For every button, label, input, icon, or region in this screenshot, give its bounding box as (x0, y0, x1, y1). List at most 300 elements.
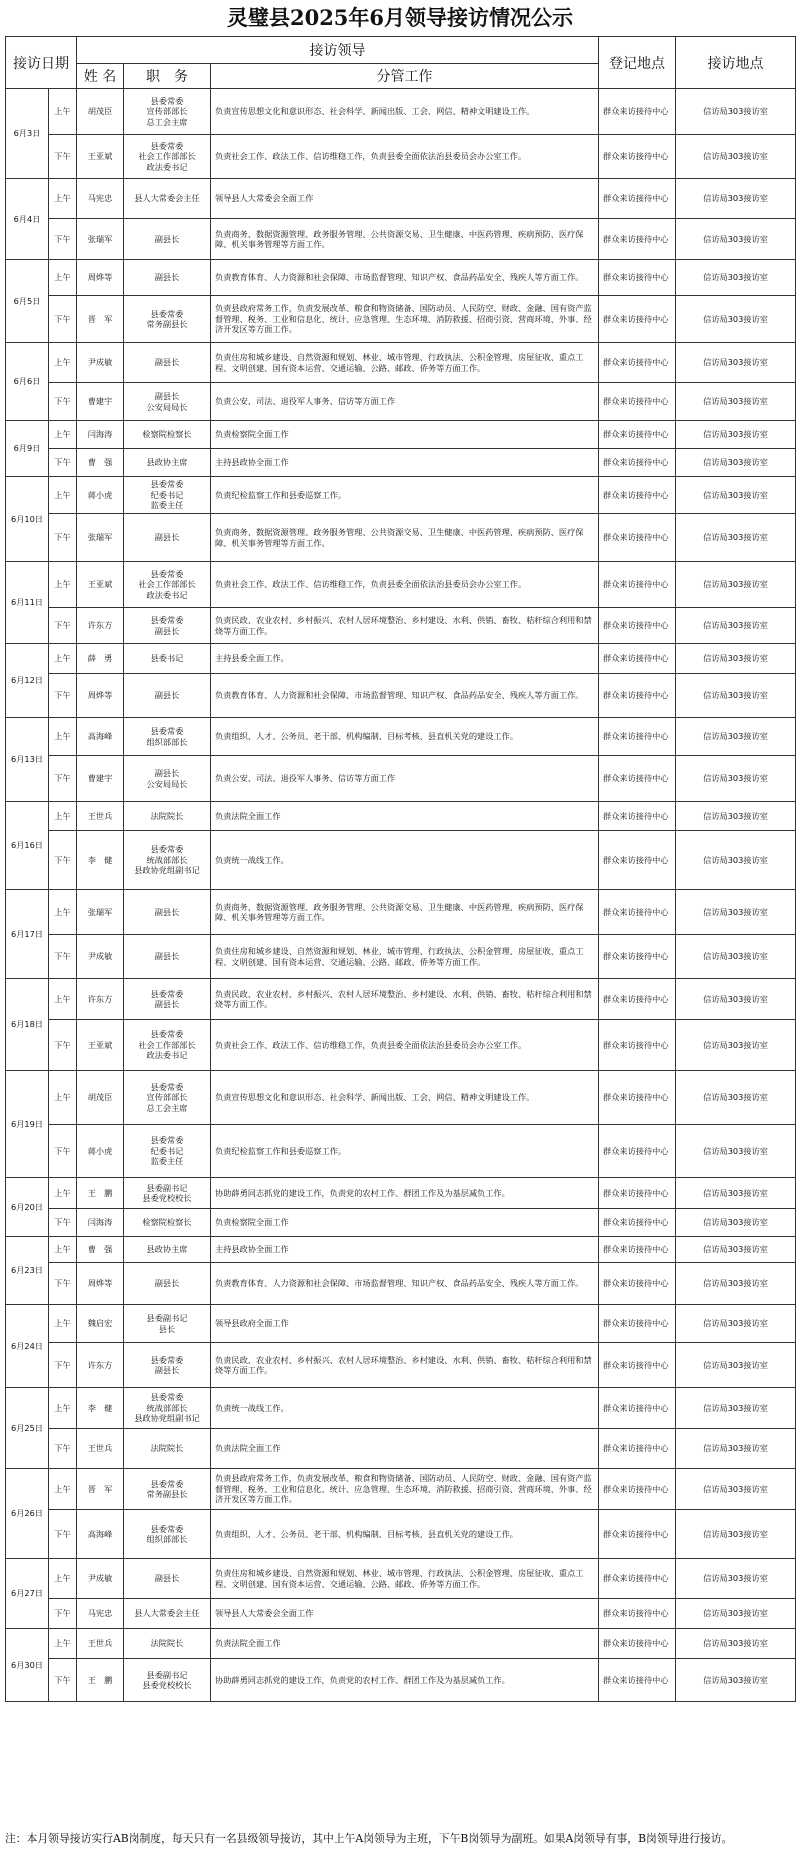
position-line: 县委常委 (150, 95, 184, 106)
table-row (6, 802, 796, 831)
register-place: 群众来访接待中心 (599, 1125, 676, 1178)
duty-description: 负责民政、农业农村、乡村振兴、农村人居环境整治、乡村建设、水利、供销、畜牧、秸秆综合利用和禁烧等方面工作。 (211, 979, 599, 1020)
position-line: 政法委书记 (146, 161, 188, 172)
position-line: 统战部部长 (146, 1402, 188, 1413)
reception-place: 信访局303接访室 (676, 935, 796, 979)
table-row (6, 1125, 796, 1178)
register-place: 群众来访接待中心 (599, 718, 676, 756)
leader-name: 王世兵 (77, 1429, 124, 1469)
table-row (6, 756, 796, 802)
position-line: 副县长 (154, 532, 180, 543)
register-place: 群众来访接待中心 (599, 219, 676, 260)
reception-place: 信访局303接访室 (676, 89, 796, 135)
page-title: 灵璧县2025年6月领导接访情况公示 (226, 5, 574, 30)
duty-description: 负责公安、司法、退役军人事务、信访等方面工作 (211, 756, 599, 802)
half-day-cell: 下午 (49, 831, 77, 890)
date-cell: 6月30日 (6, 1629, 49, 1702)
duty-description: 负责商务、数据资源管理、政务服务管理、公共资源交易、卫生健康、中医药管理、疾病预防、医疗保障、机关事务管理等方面工作。 (211, 514, 599, 562)
leader-name: 曹建宇 (77, 383, 124, 421)
position-line: 总工会主席 (146, 116, 188, 127)
leader-position (124, 477, 211, 514)
position-line: 县委常委 (150, 615, 184, 625)
half-day-cell: 下午 (49, 135, 77, 179)
date-cell: 6月20日 (6, 1178, 49, 1237)
reception-place: 信访局303接访室 (676, 1388, 796, 1429)
position-line: 县政协党组副书记 (134, 1413, 200, 1424)
half-day-cell: 下午 (49, 1343, 77, 1388)
register-place: 群众来访接待中心 (599, 449, 676, 477)
table-row (6, 608, 796, 644)
reception-place: 信访局303接访室 (676, 1629, 796, 1659)
register-place: 群众来访接待中心 (599, 1510, 676, 1559)
leader-position (124, 1343, 211, 1388)
half-day-cell: 上午 (49, 890, 77, 935)
register-place: 群众来访接待中心 (599, 1343, 676, 1388)
leader-name: 高海峰 (77, 1510, 124, 1559)
leader-position (124, 608, 211, 644)
duty-description: 负责统一战线工作。 (211, 1388, 599, 1429)
position-line: 副县长 (154, 625, 180, 636)
reception-place: 信访局303接访室 (676, 562, 796, 608)
leader-position (124, 1178, 211, 1209)
position-line: 政法委书记 (146, 1050, 188, 1061)
position-line: 副县长 (154, 1278, 180, 1289)
register-place: 群众来访接待中心 (599, 674, 676, 718)
register-place: 群众来访接待中心 (599, 1429, 676, 1469)
table-row (6, 644, 796, 674)
half-day-cell: 上午 (49, 1559, 77, 1599)
header-position: 职 务 (124, 64, 211, 89)
footnote: 注：本月领导接访实行AB岗制度，每天只有一名县级领导接访，其中上午A岗领导为主班，下午B岗领导为副班。如果A岗领导有事，B岗领导进行接访。 (5, 1832, 733, 1845)
reception-place: 信访局303接访室 (676, 343, 796, 383)
half-day-cell: 上午 (49, 477, 77, 514)
date-cell: 6月24日 (6, 1305, 49, 1388)
register-place: 群众来访接待中心 (599, 421, 676, 449)
half-day-cell: 上午 (49, 562, 77, 608)
reception-place: 信访局303接访室 (676, 1599, 796, 1629)
position-line: 县人大常委会主任 (134, 193, 200, 204)
leader-name: 王 鹏 (77, 1178, 124, 1209)
date-cell: 6月10日 (6, 477, 49, 562)
table-row (6, 135, 796, 179)
half-day-cell: 下午 (49, 674, 77, 718)
leader-name: 曹 强 (77, 449, 124, 477)
duty-description: 负责商务、数据资源管理、政务服务管理、公共资源交易、卫生健康、中医药管理、疾病预防、医疗保障、机关事务管理等方面工作。 (211, 890, 599, 935)
duty-description: 负责组织、人才、公务员、老干部、机构编制、目标考核、县直机关党的建设工作。 (211, 1510, 599, 1559)
table-row (6, 1429, 796, 1469)
position-line: 公安局局长 (146, 401, 188, 412)
reception-place: 信访局303接访室 (676, 296, 796, 343)
duty-description: 负责教育体育、人力资源和社会保障、市场监督管理、知识产权、食品药品安全、残疾人等方面工作。 (211, 260, 599, 296)
reception-place: 信访局303接访室 (676, 1659, 796, 1702)
date-cell: 6月25日 (6, 1388, 49, 1469)
half-day-cell: 上午 (49, 644, 77, 674)
half-day-cell: 下午 (49, 1263, 77, 1305)
register-place: 群众来访接待中心 (599, 1209, 676, 1237)
position-line: 政法委书记 (146, 589, 188, 600)
leader-name: 王亚斌 (77, 562, 124, 608)
reception-place: 信访局303接访室 (676, 514, 796, 562)
header-duty: 分管工作 (211, 64, 599, 89)
duty-description: 负责县政府常务工作，负责发展改革、粮食和物资储备、国防动员、人民防空、财政、金融、国有资产监督管理、税务、工业和信息化、统计、应急管理、生态环境、消防救援、招商引资、营商环境、外事、经济开发区等方面工作。 (211, 1469, 599, 1510)
leader-position (124, 449, 211, 477)
leader-name: 晋 军 (77, 296, 124, 343)
table-row (6, 1510, 796, 1559)
position-line: 副县长 (154, 1365, 180, 1375)
table-row (6, 1209, 796, 1237)
leader-name: 周烨等 (77, 260, 124, 296)
duty-description: 负责社会工作、政法工作、信访维稳工作，负责县委全面依法治县委员会办公室工作。 (211, 562, 599, 608)
position-line: 县委常委 (150, 308, 184, 319)
register-place: 群众来访接待中心 (599, 831, 676, 890)
duty-description: 主持县政协全面工作 (211, 449, 599, 477)
table-row (6, 1559, 796, 1599)
date-cell: 6月3日 (6, 89, 49, 179)
leader-name: 许东方 (77, 608, 124, 644)
half-day-cell: 下午 (49, 1209, 77, 1237)
half-day-cell: 上午 (49, 802, 77, 831)
duty-description: 协助薛勇同志抓党的建设工作，负责党的农村工作、群团工作及为基层减负工作。 (211, 1659, 599, 1702)
position-line: 副县长 (154, 1573, 180, 1584)
position-line: 县委书记 (150, 653, 184, 664)
table-row (6, 1178, 796, 1209)
reception-place: 信访局303接访室 (676, 1559, 796, 1599)
table-row (6, 89, 796, 135)
leader-name: 王亚斌 (77, 1020, 124, 1071)
table-row (6, 831, 796, 890)
register-place: 群众来访接待中心 (599, 1178, 676, 1209)
leader-name: 王世兵 (77, 802, 124, 831)
duty-description: 负责统一战线工作。 (211, 831, 599, 890)
leader-name: 马宪忠 (77, 1599, 124, 1629)
reception-place: 信访局303接访室 (676, 831, 796, 890)
date-cell: 6月27日 (6, 1559, 49, 1629)
date-cell: 6月9日 (6, 421, 49, 477)
duty-description: 负责教育体育、人力资源和社会保障、市场监督管理、知识产权、食品药品安全、残疾人等方面工作。 (211, 1263, 599, 1305)
reception-place: 信访局303接访室 (676, 477, 796, 514)
leader-name: 晋 军 (77, 1469, 124, 1510)
reception-place: 信访局303接访室 (676, 1125, 796, 1178)
leader-position (124, 1629, 211, 1659)
half-day-cell: 上午 (49, 1305, 77, 1343)
table-row (6, 1305, 796, 1343)
register-place: 群众来访接待中心 (599, 1629, 676, 1659)
leader-position (124, 421, 211, 449)
position-line: 监委主任 (150, 500, 184, 511)
duty-description: 领导县政府全面工作 (211, 1305, 599, 1343)
duty-description: 负责公安、司法、退役军人事务、信访等方面工作 (211, 383, 599, 421)
table-row (6, 1469, 796, 1510)
reception-place: 信访局303接访室 (676, 1429, 796, 1469)
register-place: 群众来访接待中心 (599, 260, 676, 296)
leader-name: 薛 勇 (77, 644, 124, 674)
leader-name: 张瑞军 (77, 219, 124, 260)
reception-place: 信访局303接访室 (676, 1071, 796, 1125)
table-row (6, 979, 796, 1020)
leader-name: 王亚斌 (77, 135, 124, 179)
table-row (6, 1599, 796, 1629)
leader-name: 尹成敏 (77, 935, 124, 979)
duty-description: 负责住房和城乡建设、自然资源和规划、林业、城市管理、行政执法、公积金管理、房屋征收、重点工程、文明创建、国有资本运营、交通运输、公路、邮政、侨务等方面工作。 (211, 935, 599, 979)
register-place: 群众来访接待中心 (599, 477, 676, 514)
table-row (6, 343, 796, 383)
reception-place: 信访局303接访室 (676, 421, 796, 449)
position-line: 副县长 (154, 690, 180, 701)
position-line: 纪委书记 (150, 489, 184, 500)
half-day-cell: 下午 (49, 383, 77, 421)
position-line: 县政协党组副书记 (134, 865, 200, 876)
duty-description: 负责法院全面工作 (211, 1429, 599, 1469)
position-line: 县委常委 (150, 479, 184, 490)
leader-position (124, 756, 211, 802)
half-day-cell: 下午 (49, 514, 77, 562)
table-row (6, 674, 796, 718)
position-line: 常务副县长 (146, 319, 188, 329)
leader-name: 许东方 (77, 979, 124, 1020)
leader-position (124, 802, 211, 831)
half-day-cell: 下午 (49, 296, 77, 343)
half-day-cell: 上午 (49, 179, 77, 219)
date-cell: 6月12日 (6, 644, 49, 718)
position-line: 县委常委 (150, 568, 184, 579)
duty-description: 领导县人大常委会全面工作 (211, 179, 599, 219)
leader-position (124, 644, 211, 674)
leader-position (124, 1388, 211, 1429)
reception-place: 信访局303接访室 (676, 1263, 796, 1305)
header-register: 登记地点 (599, 37, 676, 89)
reception-place: 信访局303接访室 (676, 979, 796, 1020)
position-line: 副县长 (154, 272, 180, 283)
reception-place: 信访局303接访室 (676, 1510, 796, 1559)
half-day-cell: 下午 (49, 935, 77, 979)
reception-place: 信访局303接访室 (676, 1237, 796, 1263)
position-line: 县委常委 (150, 140, 184, 151)
date-cell: 6月16日 (6, 802, 49, 890)
leader-position (124, 1510, 211, 1559)
register-place: 群众来访接待中心 (599, 135, 676, 179)
table-row (6, 935, 796, 979)
register-place: 群众来访接待中心 (599, 1388, 676, 1429)
position-line: 县委常委 (150, 1392, 184, 1403)
table-row (6, 1388, 796, 1429)
header-location: 接访地点 (676, 37, 796, 89)
table-row (6, 1659, 796, 1702)
schedule-body (6, 89, 796, 1702)
position-line: 总工会主席 (146, 1102, 188, 1113)
half-day-cell: 下午 (49, 756, 77, 802)
leader-position (124, 514, 211, 562)
leader-name: 许东方 (77, 1343, 124, 1388)
leader-position (124, 674, 211, 718)
duty-description: 负责组织、人才、公务员、老干部、机构编制、目标考核、县直机关党的建设工作。 (211, 718, 599, 756)
reception-place: 信访局303接访室 (676, 1343, 796, 1388)
position-line: 县委常委 (150, 844, 184, 855)
duty-description: 负责纪检监察工作和县委巡察工作。 (211, 1125, 599, 1178)
register-place: 群众来访接待中心 (599, 1071, 676, 1125)
table-row (6, 383, 796, 421)
position-line: 副县长 (154, 906, 180, 917)
table-row (6, 260, 796, 296)
duty-description: 负责商务、数据资源管理、政务服务管理、公共资源交易、卫生健康、中医药管理、疾病预防、医疗保障、机关事务管理等方面工作。 (211, 219, 599, 260)
register-place: 群众来访接待中心 (599, 1559, 676, 1599)
schedule-table (5, 36, 796, 1702)
reception-place: 信访局303接访室 (676, 135, 796, 179)
leader-position (124, 135, 211, 179)
position-line: 县委副书记 (146, 1669, 188, 1680)
leader-position (124, 1429, 211, 1469)
leader-name: 王世兵 (77, 1629, 124, 1659)
leader-position (124, 979, 211, 1020)
table-row (6, 890, 796, 935)
table-row (6, 1343, 796, 1388)
leader-name: 蒋小虎 (77, 1125, 124, 1178)
register-place: 群众来访接待中心 (599, 562, 676, 608)
position-line: 县委常委 (150, 1478, 184, 1489)
leader-position (124, 260, 211, 296)
reception-place: 信访局303接访室 (676, 1178, 796, 1209)
position-line: 县委党校校长 (142, 1193, 192, 1203)
half-day-cell: 下午 (49, 1125, 77, 1178)
position-line: 县委常委 (150, 726, 184, 736)
date-cell: 6月11日 (6, 562, 49, 644)
half-day-cell: 上午 (49, 1178, 77, 1209)
date-cell: 6月26日 (6, 1469, 49, 1559)
half-day-cell: 下午 (49, 1020, 77, 1071)
duty-description: 负责法院全面工作 (211, 1629, 599, 1659)
half-day-cell: 下午 (49, 449, 77, 477)
position-line: 县委党校校长 (142, 1680, 192, 1690)
reception-place: 信访局303接访室 (676, 383, 796, 421)
register-place: 群众来访接待中心 (599, 608, 676, 644)
register-place: 群众来访接待中心 (599, 756, 676, 802)
position-line: 县人大常委会主任 (134, 1608, 200, 1619)
position-line: 宣传部部长 (146, 106, 188, 117)
duty-description: 主持县政协全面工作 (211, 1237, 599, 1263)
position-line: 副县长 (154, 357, 180, 368)
register-place: 群众来访接待中心 (599, 179, 676, 219)
leader-name: 周烨等 (77, 1263, 124, 1305)
leader-position (124, 1209, 211, 1237)
duty-description: 负责社会工作、政法工作、信访维稳工作，负责县委全面依法治县委员会办公室工作。 (211, 135, 599, 179)
reception-place: 信访局303接访室 (676, 179, 796, 219)
leader-name: 尹成敏 (77, 1559, 124, 1599)
date-cell: 6月17日 (6, 890, 49, 979)
position-line: 县委常委 (150, 988, 184, 999)
date-cell: 6月13日 (6, 718, 49, 802)
half-day-cell: 上午 (49, 718, 77, 756)
table-row (6, 1629, 796, 1659)
reception-place: 信访局303接访室 (676, 219, 796, 260)
half-day-cell: 上午 (49, 1071, 77, 1125)
leader-position (124, 1659, 211, 1702)
half-day-cell: 下午 (49, 608, 77, 644)
register-place: 群众来访接待中心 (599, 935, 676, 979)
table-row (6, 1020, 796, 1071)
register-place: 群众来访接待中心 (599, 1020, 676, 1071)
leader-position (124, 296, 211, 343)
date-cell: 6月6日 (6, 343, 49, 421)
position-line: 公安局局长 (146, 778, 188, 789)
reception-place: 信访局303接访室 (676, 756, 796, 802)
reception-place: 信访局303接访室 (676, 1305, 796, 1343)
table-row (6, 477, 796, 514)
register-place: 群众来访接待中心 (599, 1599, 676, 1629)
leader-position (124, 562, 211, 608)
date-cell: 6月4日 (6, 179, 49, 260)
half-day-cell: 上午 (49, 1469, 77, 1510)
leader-position (124, 1263, 211, 1305)
position-line: 县政协主席 (146, 1244, 188, 1255)
position-line: 社会工作部部长 (138, 1039, 196, 1050)
position-line: 社会工作部部长 (138, 579, 196, 590)
half-day-cell: 上午 (49, 1237, 77, 1263)
duty-description: 负责县政府常务工作，负责发展改革、粮食和物资储备、国防动员、人民防空、财政、金融、国有资产监督管理、税务、工业和信息化、统计、应急管理、生态环境、消防救援、招商引资、营商环境、外事、经济开发区等方面工作。 (211, 296, 599, 343)
duty-description: 负责检察院全面工作 (211, 1209, 599, 1237)
reception-place: 信访局303接访室 (676, 608, 796, 644)
reception-place: 信访局303接访室 (676, 1020, 796, 1071)
position-line: 监委主任 (150, 1156, 184, 1167)
position-line: 县委副书记 (146, 1182, 188, 1193)
header-date: 接访日期 (6, 37, 77, 89)
half-day-cell: 上午 (49, 1629, 77, 1659)
duty-description: 负责民政、农业农村、乡村振兴、农村人居环境整治、乡村建设、水利、供销、畜牧、秸秆综合利用和禁烧等方面工作。 (211, 1343, 599, 1388)
register-place: 群众来访接待中心 (599, 1237, 676, 1263)
leader-position (124, 383, 211, 421)
position-line: 组织部部长 (146, 736, 188, 747)
duty-description: 负责法院全面工作 (211, 802, 599, 831)
duty-description: 协助薛勇同志抓党的建设工作，负责党的农村工作、群团工作及为基层减负工作。 (211, 1178, 599, 1209)
register-place: 群众来访接待中心 (599, 89, 676, 135)
register-place: 群众来访接待中心 (599, 514, 676, 562)
leader-name: 胡茂臣 (77, 1071, 124, 1125)
register-place: 群众来访接待中心 (599, 296, 676, 343)
half-day-cell: 上午 (49, 421, 77, 449)
table-row (6, 1237, 796, 1263)
leader-name: 张瑞军 (77, 890, 124, 935)
half-day-cell: 下午 (49, 219, 77, 260)
half-day-cell: 下午 (49, 1659, 77, 1702)
date-cell: 6月23日 (6, 1237, 49, 1305)
position-line: 法院院长 (150, 1638, 184, 1649)
leader-name: 高海峰 (77, 718, 124, 756)
table-row (6, 718, 796, 756)
duty-description: 负责民政、农业农村、乡村振兴、农村人居环境整治、乡村建设、水利、供销、畜牧、秸秆综合利用和禁烧等方面工作。 (211, 608, 599, 644)
table-row (6, 179, 796, 219)
date-cell: 6月18日 (6, 979, 49, 1071)
half-day-cell: 下午 (49, 1510, 77, 1559)
leader-name: 马宪忠 (77, 179, 124, 219)
register-place: 群众来访接待中心 (599, 890, 676, 935)
reception-place: 信访局303接访室 (676, 802, 796, 831)
leader-position (124, 1559, 211, 1599)
reception-place: 信访局303接访室 (676, 1209, 796, 1237)
duty-description: 负责宣传思想文化和意识形态、社会科学、新闻出版、工会、网信、精神文明建设工作。 (211, 89, 599, 135)
half-day-cell: 上午 (49, 1388, 77, 1429)
half-day-cell: 下午 (49, 1599, 77, 1629)
leader-position (124, 1469, 211, 1510)
position-line: 统战部部长 (146, 854, 188, 865)
leader-position (124, 1020, 211, 1071)
leader-position (124, 935, 211, 979)
position-line: 县委常委 (150, 1135, 184, 1146)
register-place: 群众来访接待中心 (599, 644, 676, 674)
reception-place: 信访局303接访室 (676, 449, 796, 477)
table-row (6, 1071, 796, 1125)
half-day-cell: 上午 (49, 89, 77, 135)
position-line: 副县长 (154, 391, 180, 401)
half-day-cell: 上午 (49, 343, 77, 383)
duty-description: 负责住房和城乡建设、自然资源和规划、林业、城市管理、行政执法、公积金管理、房屋征收、重点工程、文明创建、国有资本运营、交通运输、公路、邮政、侨务等方面工作。 (211, 343, 599, 383)
